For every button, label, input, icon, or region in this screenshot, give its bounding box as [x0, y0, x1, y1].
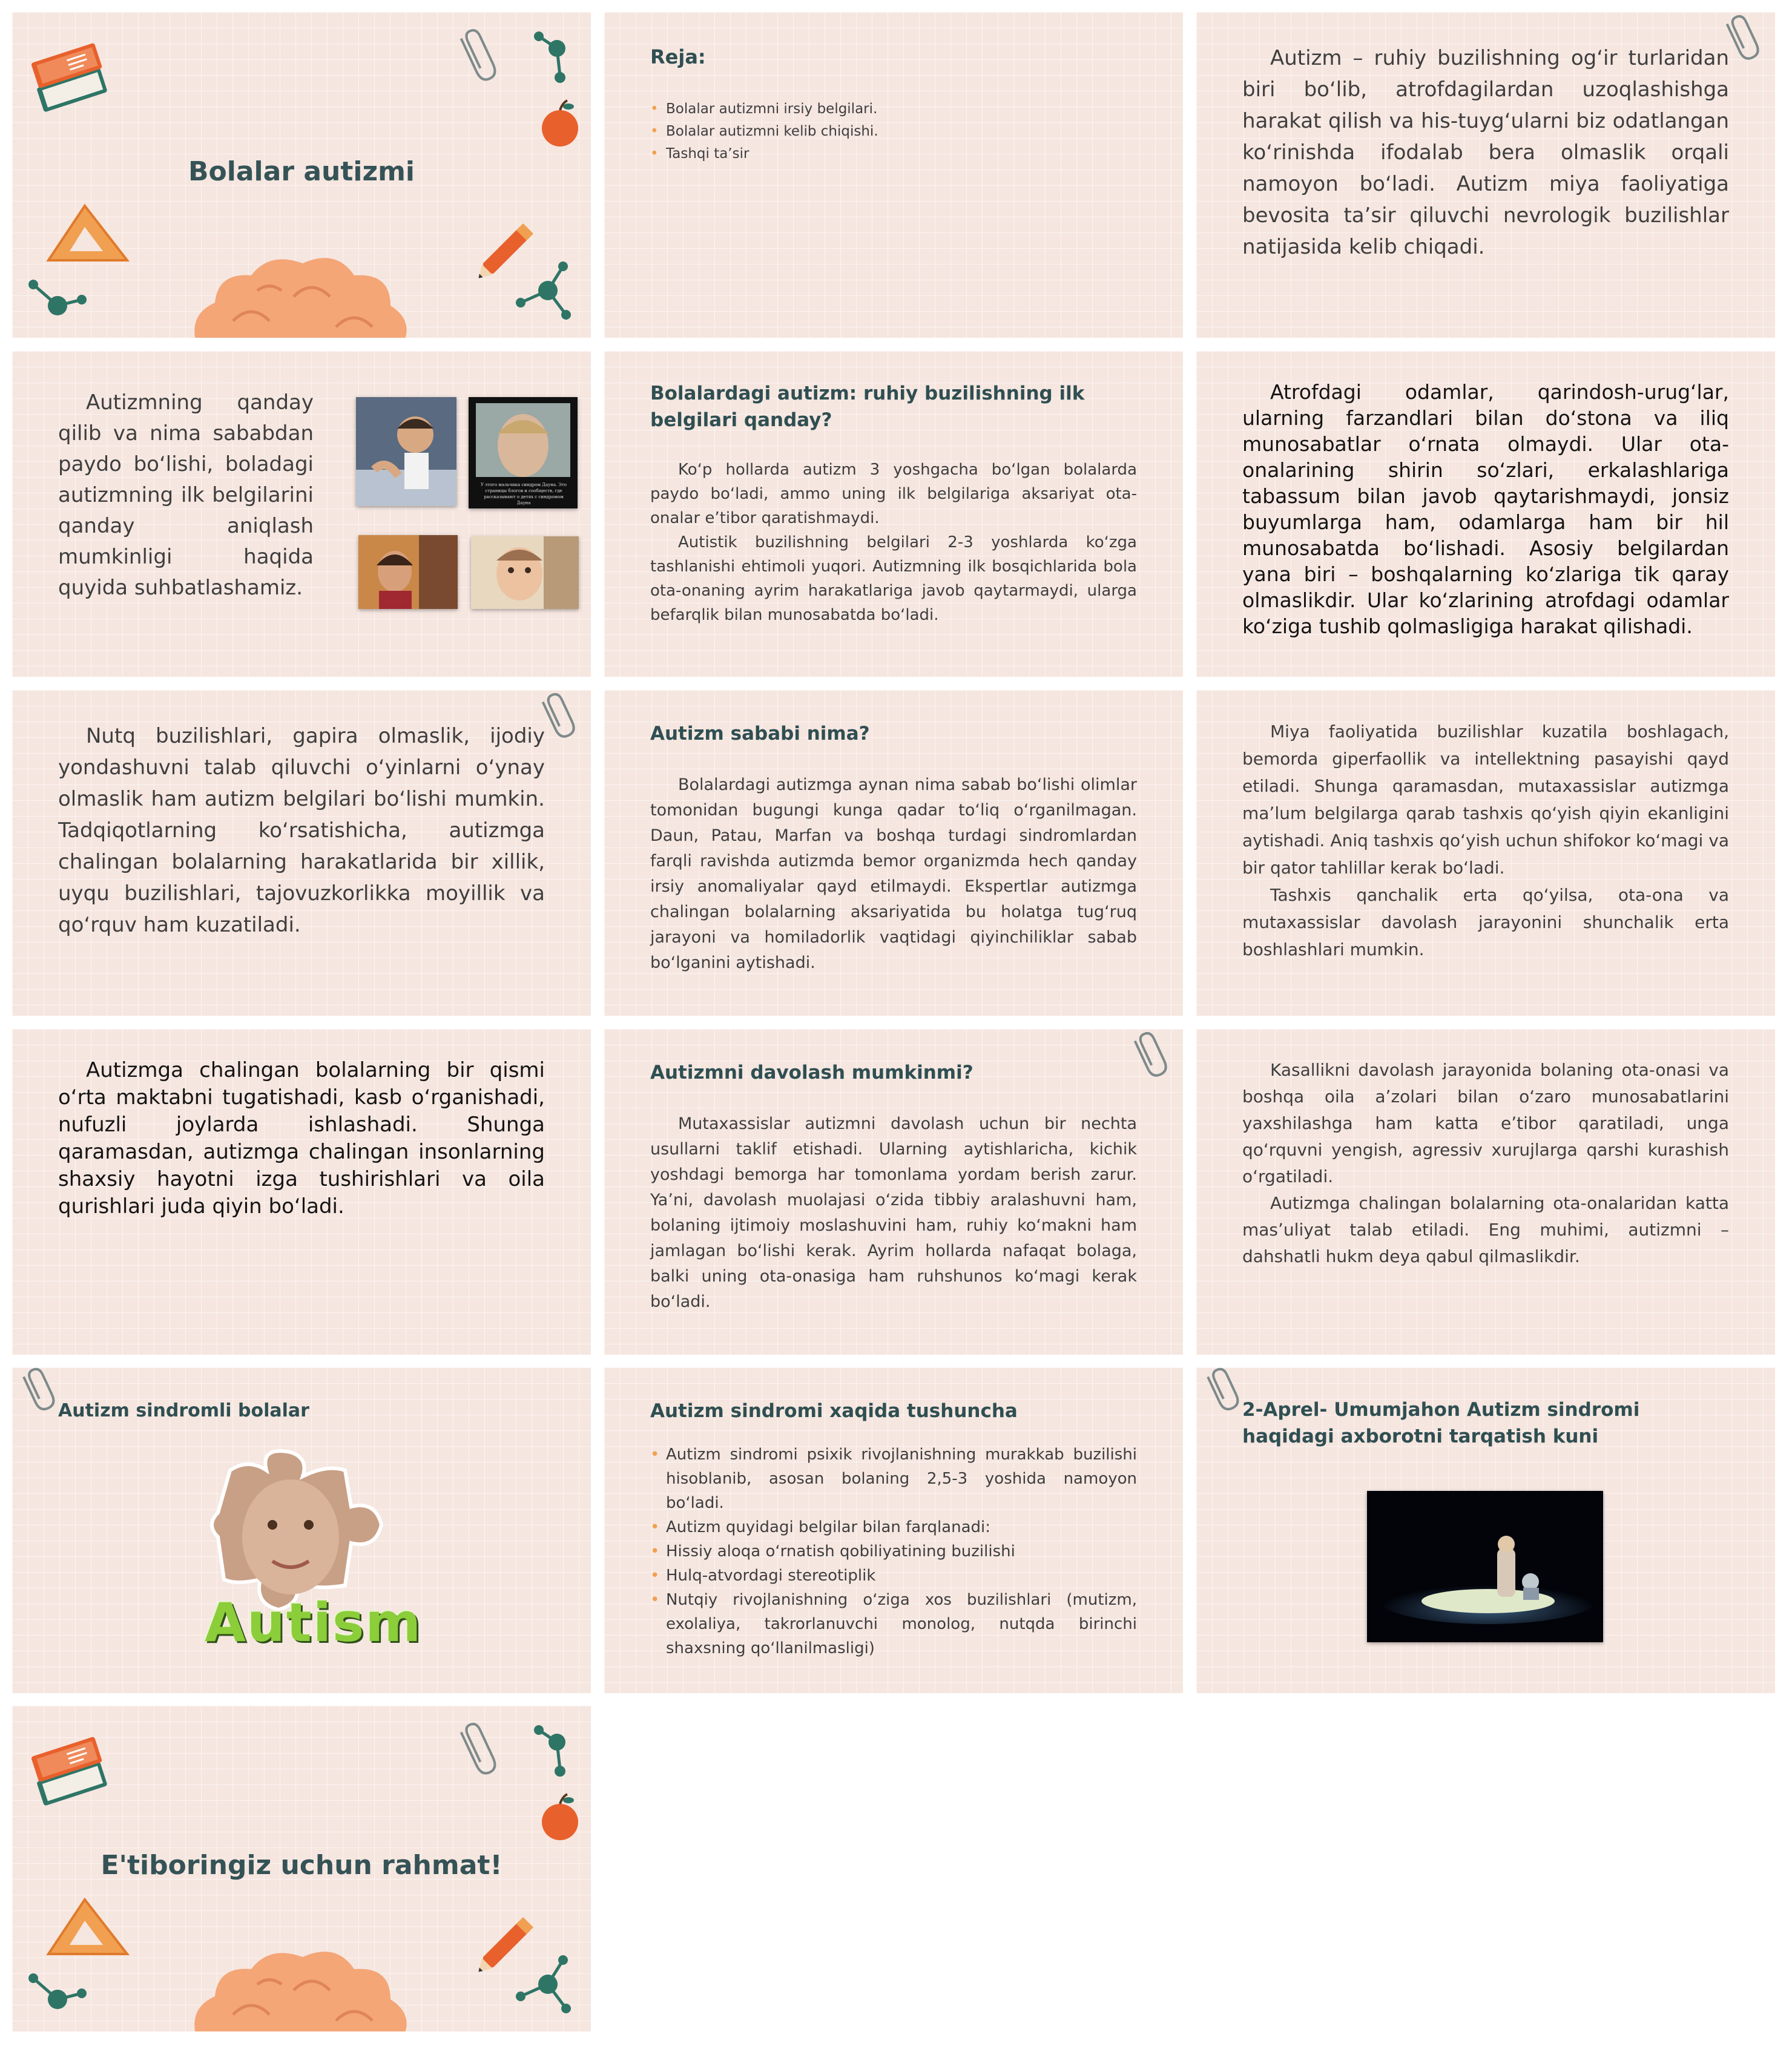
brain-icon: [185, 248, 415, 338]
list-item: • Tashqi taʼsir: [650, 143, 1122, 165]
list-item: • Hissiy aloqa oʻrnatish qobiliyatining buzilishi: [650, 1539, 1137, 1564]
slide-children-image[interactable]: [12, 1367, 591, 1693]
slide-body-text: [650, 458, 1137, 627]
molecule-icon: [24, 1966, 97, 2031]
paragraph: Autistik buzilishning belgilari 2-3 yoshlarda koʻzga tashlanishi ehtimoli yuqori. Autizmning ilk bosqichlarida bola ota-onaning ayrim harakatlariga javob qaytarmaydi, ularga befarqlik bilan munosabatda boʻladi.: [650, 533, 1137, 624]
slide-plan[interactable]: [604, 12, 1183, 338]
paperclip-icon: [1131, 1029, 1173, 1084]
paragraph: Tashxis qanchalik erta qoʻyilsa, ota-ona va mutaxassislar davolash jarayonini shunchalik erta boshlashlari mumkin.: [1242, 885, 1729, 959]
autism-image-word: Autism: [205, 1591, 423, 1654]
molecule-icon: [509, 254, 581, 327]
slide-diagnosis[interactable]: [1196, 690, 1775, 1016]
child-photo: [356, 397, 456, 506]
slide-body-text: [1242, 379, 1729, 639]
slide-body-text: [58, 387, 314, 604]
slide-heading: Bolalardagi autizm: ruhiy buzilishning ilk belgilari qanday?: [650, 383, 1085, 431]
paperclip-icon: [19, 1367, 62, 1416]
slide-heading: 2-Aprel- Umumjahon Autizm sindromi haqidagi axborotni tarqatish kuni: [1242, 1399, 1640, 1447]
molecule-icon: [527, 1718, 587, 1784]
cover-title: Bolalar autizmi: [188, 156, 415, 187]
molecule-icon: [24, 272, 97, 338]
molecule-icon: [527, 24, 587, 91]
paragraph: Autizmning qanday qilib va nima sababdan paydo boʻlishi, boladagi autizmning ilk belgilarini qanday aniqlash mumkinligi haqida quyida suhbatlashamiz.: [58, 390, 314, 600]
slide-early-signs[interactable]: [604, 351, 1183, 677]
paragraph: Kasallikni davolash jarayonida bolaning ota-onasi va boshqa oila aʼzolari bilan oʻzaro munosabatlarini yaxshilashga ham katta eʼtibor qaratiladi, unga qoʻrquvni yengish, agressiv xurujlarga qarshi kurashish oʻrgatiladi.: [1242, 1060, 1729, 1186]
paragraph: Autizmga chalingan bolalarning ota-onalaridan katta masʼuliyat talab etiladi. Eng muhimi, autizmni – dahshatli hukm deya qabul qilmaslikdir.: [1242, 1193, 1729, 1266]
slide-treatment[interactable]: [604, 1029, 1183, 1355]
apple-icon: [536, 97, 584, 151]
slide-causes[interactable]: [604, 690, 1183, 1016]
list-item: • Bolalar autizmni kelib chiqishi.: [650, 120, 1122, 143]
slide-body-text: [58, 720, 545, 941]
slide-april-2[interactable]: [1196, 1367, 1775, 1693]
paragraph: Nutq buzilishlari, gapira olmaslik, ijodiy yondashuvni talab qiluvchi oʻyinlarni oʻynay olmaslik ham autizm belgilari boʻlishi mumkin. Tadqiqotlarning koʻrsatishicha, autizmga chalingan bolalarning harakatlarida bir xillik, uyqu buzilishlari, tajovuzkorlikka moyillik va qoʻrquv ham kuzatiladi.: [58, 724, 545, 937]
slide-thanks[interactable]: [12, 1706, 591, 2031]
list-item: • Nutqiy rivojlanishning oʻziga xos buzilishlari (mutizm, exolaliya, takrorlanuvchi monolog, nutqda birinchi shaxsning qoʻllanilmasligi): [650, 1588, 1137, 1660]
plan-list: [650, 98, 1122, 165]
thanks-title: E'tiboringiz uchun rahmat!: [100, 1850, 502, 1881]
slide-heading: Reja:: [650, 45, 706, 68]
syndrome-list: [650, 1442, 1137, 1660]
slide-body-text: [1242, 718, 1729, 963]
brain-icon: [185, 1942, 415, 2031]
paragraph: Mutaxassislar autizmni davolash uchun bir nechta usullarni taklif etishadi. Ularning aytishlaricha, kichik yoshdagi bemorga har tomonlama yordam berish zarur. Yaʼni, davolash muolajasi oʻzida tibbiy aralashuvni ham, bolaning ijtimoiy moslashuvini ham, ruhiy koʻmakni ham jamlagan boʻlishi kerak. Ayrim hollarda nafaqat bolaga, balki uning ota-onasiga ham ruhshunos koʻmagi kerak boʻladi.: [650, 1114, 1137, 1311]
slide-heading: Autizm sindromi xaqida tushuncha: [650, 1400, 1018, 1422]
slide-body-text: [58, 1057, 545, 1220]
slide-body-text: [1242, 1057, 1729, 1270]
paperclip-icon: [1723, 12, 1765, 67]
molecule-icon: [509, 1948, 581, 2021]
slide-adult-life[interactable]: [12, 1029, 591, 1355]
child-photo: [358, 535, 458, 609]
paragraph: Miya faoliyatida buzilishlar kuzatila boshlagach, bemorda giperfaollik va intellektning pasayishi qayd etiladi. Shunga qaramasdan, mutaxassislar autizmga maʼlum belgilarga qarab tashxis qoʻyish qiyin ekanligini aytishadi. Aniq tashxis qoʻyish uchun shifokor koʻmagi va bir qator tahlillar kerak boʻladi.: [1242, 722, 1729, 878]
slide-body-text: [650, 772, 1137, 976]
slide-intro-photos[interactable]: [12, 351, 591, 677]
stage-photo: [1367, 1491, 1603, 1642]
slide-heading: Autizmni davolash mumkinmi?: [650, 1062, 973, 1084]
paragraph: Autizmga chalingan bolalarning bir qismi oʻrta maktabni tugatishadi, kasb oʻrganishadi, nufuzli joylarda ishlashadi. Shunga qaramasdan, autizmga chalingan insonlarning shaxsiy hayotni izga tushirishlari va oila qurishlari juda qiyin boʻladi.: [58, 1058, 545, 1219]
child-photo: [471, 536, 579, 609]
paragraph: Autizm – ruhiy buzilishning ogʻir turlaridan biri boʻlib, atrofdagilardan uzoqlashishga harakat qilish va his-tuygʻularni biz odatlangan koʻrinishda ifodalab bera olmaslik orqali namoyon boʻladi. Autizm miya faoliyatiga bevosita taʼsir qiluvchi nevrologik buzilishlar natijasida kelib chiqadi.: [1242, 46, 1729, 259]
books-icon: [24, 1724, 115, 1821]
list-item: • Autizm quyidagi belgilar bilan farqlanadi:: [650, 1515, 1137, 1539]
slide-body-text: [1242, 42, 1729, 263]
apple-icon: [536, 1791, 584, 1845]
slide-autism-definition[interactable]: [1196, 12, 1775, 338]
books-icon: [24, 30, 115, 127]
photo-caption: У этого мальчика синдром Дауна. Это страницы блогов и сообществ, где рассказывают о детях с синдромом Дауна: [481, 482, 567, 505]
slide-syndrome-concept[interactable]: [604, 1367, 1183, 1693]
paragraph: Atrofdagi odamlar, qarindosh-urugʻlar, ularning farzandlari bilan doʻstona va iliq munosabatlar oʻrnata olmaydi. Ular ota-onalarining shirin soʻzlari, erkalashlariga tabassum bilan javob qaytarishmaydi, jonsiz buyumlarga ham, odamlarga ham bir hil munosabatda boʻlishadi. Asosiy belgilardan yana biri – boshqalarning koʻzlariga tik qaray olmaslikdir. Ular koʻzlarining atrofdagi odamlar koʻziga tushib qolmasligiga harakat qilishadi.: [1242, 380, 1729, 638]
paperclip-icon: [457, 21, 499, 87]
slide-family-role[interactable]: [1196, 1029, 1775, 1355]
paperclip-icon: [1204, 1367, 1246, 1416]
paragraph: Koʻp hollarda autizm 3 yoshgacha boʻlgan bolalarda paydo boʻladi, ammo uning ilk belgilariga aksariyat ota-onalar eʼtibor qaratishmaydi.: [650, 461, 1137, 527]
slide-heading: Autizm sababi nima?: [650, 723, 870, 745]
slide-cover[interactable]: [12, 12, 591, 338]
paragraph: Bolalardagi autizmga aynan nima sabab boʻlishi olimlar tomonidan bugungi kunga qadar toʻliq oʻrganilmagan. Daun, Patau, Marfan va boshqa turdagi sindromlardan farqli ravishda autizmda bemor organizmda hech qanday irsiy anomaliyalar qayd etilmaydi. Ekspertlar autizmga chalingan bolalarning aksariyatida bu holatga tugʻruq jarayoni va homiladorlik vaqtidagi qiyinchiliklar sabab boʻlganini aytishadi.: [650, 775, 1137, 972]
slide-heading: Autizm sindromli bolalar: [58, 1400, 309, 1421]
slide-speech-signs[interactable]: [12, 690, 591, 1016]
list-item: • Bolalar autizmni irsiy belgilari.: [650, 98, 1122, 120]
paperclip-icon: [539, 690, 581, 745]
list-item: • Autizm sindromi psixik rivojlanishning murakkab buzilishi hisoblanib, asosan bolaning 2,5-3 yoshida namoyon boʻladi.: [650, 1442, 1137, 1515]
ruler-icon: [42, 200, 133, 272]
list-item: • Hulq-atvordagi stereotiplik: [650, 1564, 1137, 1588]
slide-social-signs[interactable]: [1196, 351, 1775, 677]
ruler-icon: [42, 1893, 133, 1966]
paperclip-icon: [457, 1714, 499, 1781]
slide-body-text: [650, 1111, 1137, 1315]
